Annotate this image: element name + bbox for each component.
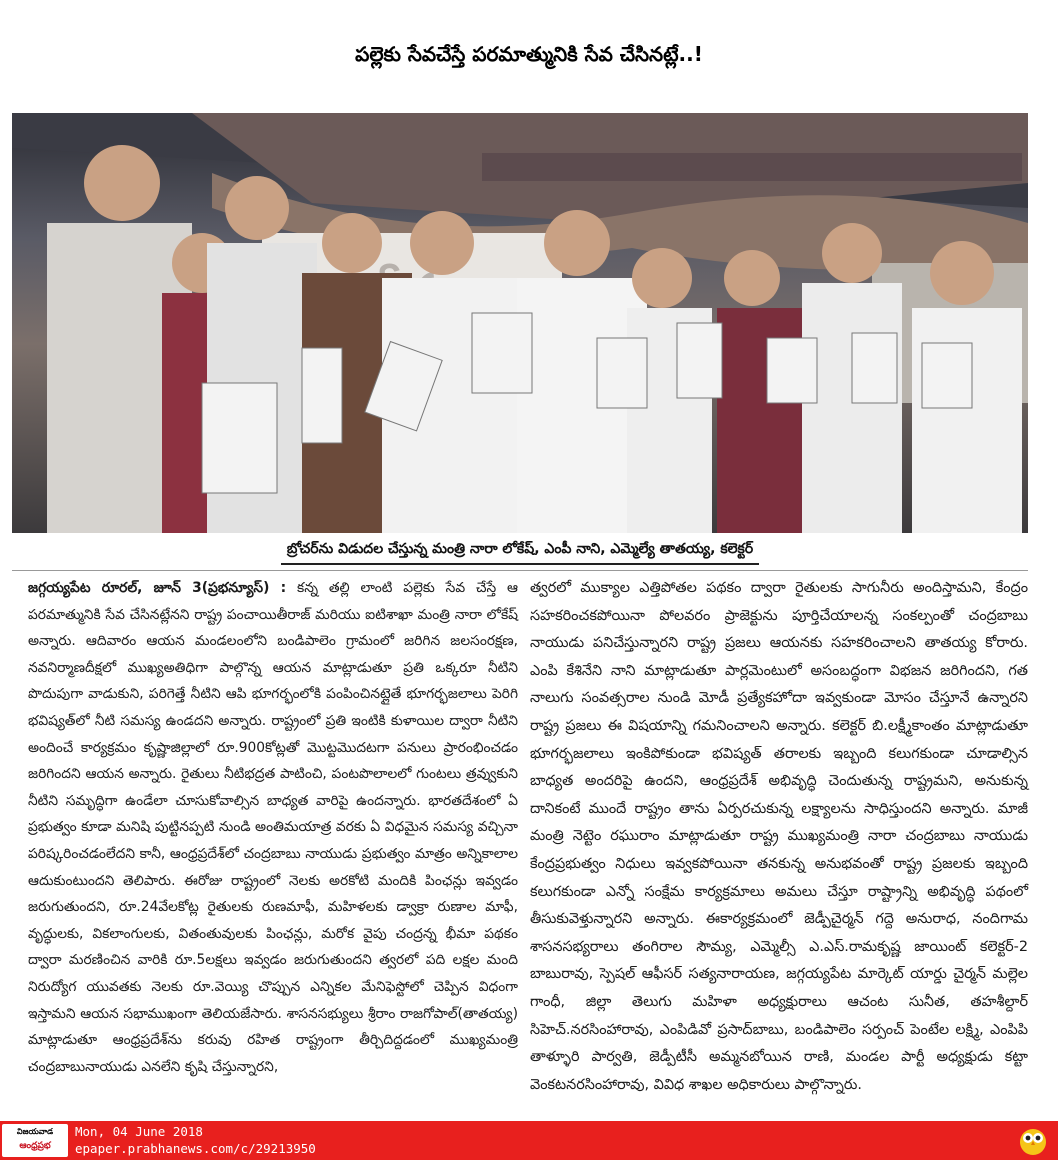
footer-meta <box>75 1123 316 1157</box>
issue-date: Mon, 04 June 2018 <box>75 1124 203 1139</box>
dateline: జగ్గయ్యపేట రూరల్, జూన్ 3(ప్రభన్యూస్) : <box>28 580 287 596</box>
footer-bar <box>0 1121 1058 1160</box>
logo-name: ఆంధ్రప్రభ <box>19 1141 51 1151</box>
news-photo <box>12 113 1028 533</box>
headline: పల్లెకు సేవచేస్తే పరమాత్మునికి సేవ చేసినట్లే..! <box>355 41 703 66</box>
epaper-url[interactable]: epaper.prabhanews.com/c/29213950 <box>75 1141 316 1156</box>
article-text-2: త్వరలో ముక్యాల ఎత్తిపోతల పథకం ద్వారా రైతులకు సాగునీరు అందిస్తామని, కేంద్రం సహకరించకపోయినా పోలవరం ప్రాజెక్టును పూర్తిచేయాలన్న సంకల్పంతో చంద్రబాబు నాయుడు పనిచేస్తున్నారని రాష్ట్ర ప్రజలు ఆయనకు సహకరించాలని తాతయ్య కోరారు. ఎంపి కేశినేని నాని మాట్లాడుతూ పార్లమెంటులో అసంబద్ధంగా విభజన జరిగిందని, గత నాలుగు సంవత్సరాల నుండి మోడీ ప్రత్యేకహోదా ఇవ్వకుండా మోసం చేస్తూనే ఉన్నారని రాష్ట్ర ప్రజలు ఈ విషయాన్ని గమనించాలని అన్నారు. కలెక్టర్ బి.లక్ష్మీకాంతం మాట్లాడుతూ భూగర్భజలాలు ఇంకిపోకుండా భవిష్యత్ తరాలకు ఇబ్బంది కలుగకుండా చూడాల్సిన బాధ్యత అందరిపై ఉందని, ఆంధ్రప్రదేశ్ అభివృద్ధి చెందుతున్న రాష్ట్రమని, అనుకున్న దానికంటే ముందే రాష్ట్రం తాను ఏర్పరచుకున్న లక్ష్యాలను సాధిస్తుందని అన్నారు. మాజీ మంత్రి నెట్టెం రఘురాం మాట్లాడుతూ రాష్ట్ర ముఖ్యమంత్రి నారా చంద్రబాబు నాయుడు కేంద్రప్రభుత్వం నిధులు ఇవ్వకపోయినా తనకున్న అనుభవంతో రాష్ట్ర ప్రజలకు ఇబ్బంది కలుగకుండా ఎన్నో సంక్షేమ కార్యక్రమాలు అమలు చేస్తూ రాష్ట్రాన్ని అభివృద్ధి పథంలో తీసుకువెళ్తున్నారని అన్నారు. ఈకార్యక్రమంలో జెడ్పీచైర్మన్ గద్దె అనురాధ, నందిగామ శాసనసభ్యరాలు తంగిరాల సౌమ్య, ఎమ్మెల్సీ ఎ.ఎస్.రామకృష్ణ జాయింట్ కలెక్టర్-2 బాబురావు, స్పెషల్ ఆఫీసర్ సత్యనారాయణ, జగ్గయ్యపేట మార్కెట్ యార్డు చైర్మన్ మల్లెల గాంధీ, జిల్లా తెలుగు మహిళా అధ్యక్షురాలు ఆచంట సునీత, తహశీల్దార్ సిహెచ్.నరసింహారావు, ఎంపిడివో ప్రసాద్‌బాబు, బండిపాలెం సర్పంచ్ పెంటేల లక్ష్మి, ఎంపిపి తాళ్ళూరి పార్వతి, జెడ్పీటీసీ అమ్మనబోయిన రాణి, మండల పార్టీ అధ్యక్షుడు కట్టా వెంకటనరసింహారావు, వివిధ శాఖల అధికారులు పాల్గొన్నారు. <box>530 580 1028 1093</box>
owl-icon[interactable] <box>1018 1125 1048 1156</box>
article-column-1 <box>28 575 518 1080</box>
article-text-1: కన్న తల్లి లాంటి పల్లెకు సేవ చేస్తే ఆ పరమాత్మునికి సేవ చేసినట్లేనని రాష్ట్ర పంచాయితీరాజ్ మరియు ఐటిశాఖా మంత్రి నారా లోకేష్ అన్నారు. ఆదివారం ఆయన మండలంలోని బండిపాలెం గ్రామంలో జరిగిన జలసంరక్షణ, నవనిర్మాణదీక్షలో ముఖ్యఅతిధిగా పాల్గొన్న ఆయన మాట్లాడుతూ ప్రతి ఒక్కరూ నీటిని పొదుపుగా వాడుకుని, పరిగెత్తే నీటిని ఆపి భూగర్భంలోకి పంపించినట్లైతే భూగర్భజలాలు పెరిగి భవిష్యత్‌లో నీటి సమస్య ఉండదని అన్నారు. రాష్ట్రంలో ప్రతి ఇంటికి కుళాయిల ద్వారా నీటిని అందించే కార్యక్రమం కృష్ణాజిల్లాలో రూ.900కోట్లతో మొట్టమొదటగా పనులు ప్రారంభించడం జరిగిందని ఆయన అన్నారు. రైతులు నీటిభద్రత పాటించి, పంటపొలాలలో గుంటలు త్రవ్వుకుని నీటిని సమృద్ధిగా ఉండేలా చూసుకోవాల్సిన బాధ్యత వారిపై ఉందన్నారు. భారతదేశంలో ఏ ప్రభుత్వం కూడా మనిషి పుట్టినప్పటి నుండి అంతిమయాత్ర వరకు ఏ విధమైన సమస్య వచ్చినా పరిష్కరించడంలేదని కానీ, ఆంధ్రప్రదేశ్‌లో చంద్రబాబు నాయుడు ప్రభుత్వం మాత్రం అన్నికాలాల ఆదుకుంటుందని తెలిపారు. ఈరోజు రాష్ట్రంలో నెలకు అరకోటి మందికి పింఛన్లు ఇవ్వడం జరుగుతుందని, రూ.24వేలకోట్ల రైతులకు రుణమాఫీ, మహిళలకు డ్వాక్రా రుణాల మాఫీ, వృద్ధులకు, వికలాంగులకు, వితంతువులకు పింఛన్లు, మరోక వైపు చంద్రన్న భీమా పథకం ద్వారా మరణించిన వారికి రూ.5లక్షలు ఇవ్వడం జరుగుతుందని త్వరలో పది లక్షల మంది నిరుద్యోగ యువతకు నెలకు రూ.వెయ్యి చొప్పున ఎన్నికల మేనిఫెస్టోలో చెప్పిన విధంగా ఇస్తామని ఆయన సభాముఖంగా తెలియజేసారు. శాసనసభ్యులు శ్రీరాం రాజగోపాల్(తాతయ్య) మాట్లాడుతూ ఆంధ్రప్రదేశ్‌ను కరువు రహిత రాష్ట్రంగా తీర్చిదిద్దడంలో ముఖ్యమంత్రి చంద్రబాబునాయుడు ఎనలేని కృషి చేస్తున్నారని, <box>28 580 518 1075</box>
article-column-2 <box>530 575 1028 1099</box>
divider <box>12 570 1028 571</box>
photo-caption: బ్రోచర్‌ను విడుదల చేస్తున్న మంత్రి నారా లోకేష్, ఎంపీ నాని, ఎమ్మెల్యే తాతయ్య, కలెక్టర్ <box>12 538 1028 568</box>
newspaper-logo[interactable] <box>2 1124 68 1157</box>
logo-edition: విజయవాడ <box>16 1127 54 1136</box>
